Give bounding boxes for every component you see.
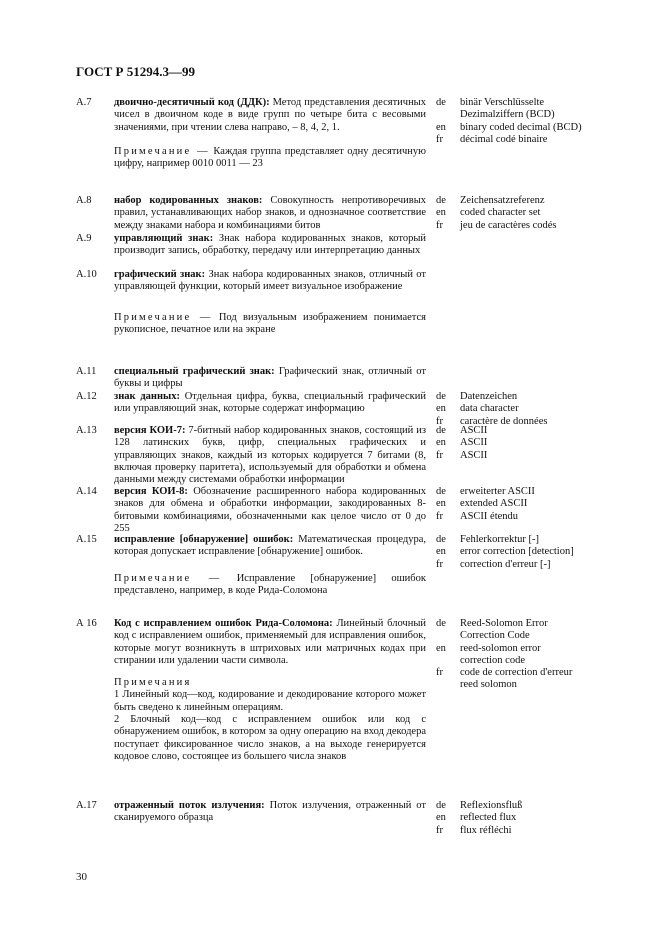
entry-number: А.7 [76, 97, 92, 108]
entry-term: Код с исправлением ошибок Рида-Соломона: [114, 618, 333, 629]
entry-term: двоично-десятичный код (ДДК): [114, 97, 270, 108]
entry-definition [114, 366, 426, 391]
entry-definition [114, 800, 426, 825]
entry-definition [114, 195, 426, 232]
translations: de Datenzeichen en data character fr caractère de données [436, 391, 548, 427]
entry-number: А.11 [76, 366, 97, 377]
entry-definition [114, 534, 426, 597]
notes-heading: Примечания [114, 677, 192, 689]
entry-text: Отдельная цифра, буква, специальный графический или управляющий знак, которые содержат информацию [114, 391, 426, 415]
entry-number: А 16 [76, 618, 97, 629]
entry-term: версия КОИ-7: [114, 425, 186, 436]
entry-number: А.9 [76, 233, 92, 244]
entry-text: Математическая процедура, которая допускает исправление [обнаружение] ошибок. [114, 534, 427, 558]
translations: de Reed-Solomon Error Correction Code en reed-solomon error correction code fr code de correction d'erreur reed solomon [436, 618, 573, 691]
entry-definition [114, 391, 426, 416]
document-header: ГОСТ Р 51294.3—99 [76, 64, 195, 79]
entry-number: А.12 [76, 391, 97, 402]
entry-text: Графический знак, отличный от буквы и цифры [114, 366, 427, 390]
translations: de ASCII en ASCII fr ASCII [436, 425, 488, 461]
entry-term: набор кодированных знаков: [114, 195, 263, 206]
entry-text: 7-битный набор кодированных знаков, состоящий из 128 латинских букв, цифр, специальных графических и управляющих знаков, каждый из которых кодируется 7 битами (8, включая проверку паритета), используемый для обработки и обмена данными между системами обработки информации [114, 425, 427, 486]
translations: de Zeichensatzreferenz en coded character set fr jeu de caractères codés [436, 195, 557, 231]
page-number: 30 [76, 871, 87, 883]
entry-term: управляющий знак: [114, 233, 214, 244]
entry-number: А.15 [76, 534, 97, 545]
note-heading: Примечание — [114, 311, 213, 323]
entry-text: Знак набора кодированных знаков, который производит запись, обработку, передачу или интерпретацию данных [114, 233, 427, 257]
entry-definition [114, 233, 426, 258]
entry-term: специальный графический знак: [114, 366, 275, 377]
note-text: Каждая группа представляет одну десятичную цифру, например 0010 0011 — 23 [114, 145, 426, 170]
entry-text: Знак набора кодированных знаков, отличный от управляющей функции, который имеет визуальное изображение [114, 269, 426, 293]
entry-number: А.14 [76, 486, 97, 497]
entry-text: Поток излучения, отраженный от сканируемого образца [114, 800, 426, 824]
entry-definition [114, 269, 426, 336]
entry-term: исправление [обнаружение] ошибок: [114, 534, 294, 545]
note-text: Под визуальным изображением понимается рукописное, печатное или на экране [114, 311, 427, 335]
entry-text: Обозначение расширенного набора кодированных знаков для обмена и обработки информации, закодированных 8-битовыми комбинациями, обозначенными как целое число от 0 до 255 [114, 486, 426, 534]
entry-text: Метод представления десятичных чисел в двоичном коде в виде групп по четыре бита с весовыми значениями, при чтении слева направо, – 8, 4, 2, 1. [114, 97, 426, 133]
entry-number: А.10 [76, 269, 97, 280]
note-1: 1 Линейный код—код, кодирование и декодирование которого может быть сведено к линейным операциям. [114, 689, 426, 713]
entry-number: А.13 [76, 425, 97, 436]
note-text: Исправление [обнаружение] ошибок представлено, например, в коде Рида-Соломона [114, 572, 426, 596]
note-heading: Примечание — [114, 145, 210, 157]
entry-term: отраженный поток излучения: [114, 800, 265, 811]
entry-term: версия КОИ-8: [114, 486, 188, 497]
entry-definition [114, 97, 426, 170]
entry-definition [114, 618, 426, 763]
translations: de erweiterter ASCII en extended ASCII fr ASCII étendu [436, 486, 535, 522]
translations: de Reflexionsfluß en reflected flux fr flux réfléchi [436, 800, 523, 836]
translations: de binär Verschlüsselte Dezimalziffern (BCD) en binary coded decimal (BCD) fr décimal codé binaire [436, 97, 582, 145]
note-2: 2 Блочный код—код с исправлением ошибок или код с обнаружением ошибок, в котором за одну операцию на вход декодера поступает фиксированное число знаков, а на выходе генерируется кодовое слово, состоящее из большего числа знаков [114, 714, 426, 762]
entry-number: А.8 [76, 195, 92, 206]
entry-definition [114, 486, 426, 535]
entry-term: графический знак: [114, 269, 206, 280]
translations: de Fehlerkorrektur [-] en error correction [detection] fr correction d'erreur [-] [436, 534, 574, 570]
entry-text: Совокупность непротиворечивых правил, устанавливающих набор знаков, и однозначное соответствие между знаками набора и комбинациями битов [114, 195, 427, 231]
note-heading: Примечание — [114, 572, 222, 584]
entry-term: знак данных: [114, 391, 180, 402]
entry-number: А.17 [76, 800, 97, 811]
entry-text: Линейный блочный код с исправлением ошибок, применяемый для исправления ошибок, которые могут возникнуть в штриховых или матричных кодах при стирании или удалении части символа. [114, 618, 426, 666]
entry-definition [114, 425, 426, 486]
